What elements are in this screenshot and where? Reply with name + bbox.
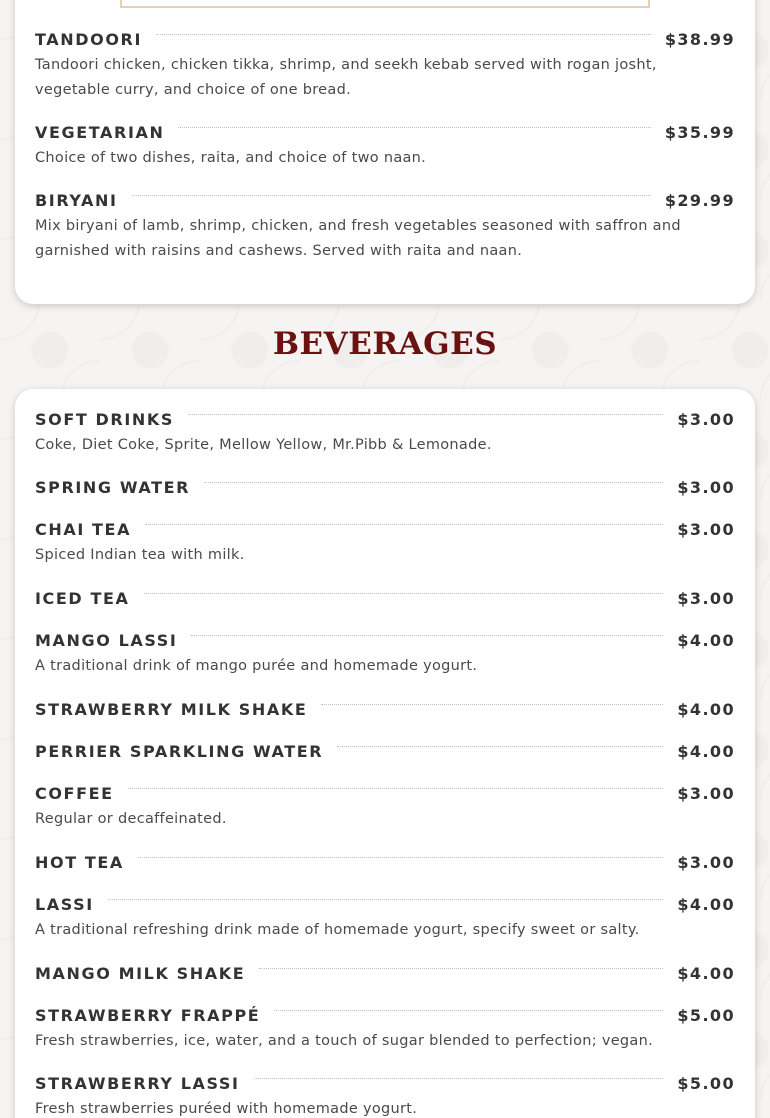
dot-leader bbox=[337, 746, 663, 747]
item-price: $4.00 bbox=[663, 742, 735, 761]
item-name: TANDOORI bbox=[35, 30, 156, 49]
dot-leader bbox=[144, 593, 664, 594]
item-description: A traditional refreshing drink made of homemade yogurt, specify sweet or salty. bbox=[35, 922, 640, 938]
item-name: STRAWBERRY LASSI bbox=[35, 1074, 254, 1093]
item-description: Fresh strawberries, ice, water, and a touch of sugar blended to perfection; vegan. bbox=[35, 1033, 654, 1049]
item-price: $4.00 bbox=[663, 895, 735, 914]
item-name: BIRYANI bbox=[35, 191, 132, 210]
item-price: $35.99 bbox=[651, 123, 735, 142]
item-name: PERRIER SPARKLING WATER bbox=[35, 742, 337, 761]
menu-item-hot-tea bbox=[35, 851, 735, 873]
item-price: $29.99 bbox=[651, 191, 735, 210]
dot-leader bbox=[132, 195, 651, 196]
dot-leader bbox=[204, 482, 663, 483]
item-description: Tandoori chicken, chicken tikka, shrimp, and seekh kebab served with rogan josht, vegetable curry, and choice of one bread. bbox=[35, 57, 657, 98]
item-name: SOFT DRINKS bbox=[35, 410, 188, 429]
dot-leader bbox=[259, 968, 663, 969]
dot-leader bbox=[145, 524, 663, 525]
item-name: STRAWBERRY MILK SHAKE bbox=[35, 700, 321, 719]
menu-item-mango-lassi bbox=[35, 629, 735, 679]
menu-item-chai-tea bbox=[35, 518, 735, 568]
menu-item-biryani bbox=[35, 189, 735, 264]
item-description: Fresh strawberries puréed with homemade yogurt. bbox=[35, 1101, 418, 1117]
menu-item-strawberry-frappe bbox=[35, 1004, 735, 1054]
item-name: COFFEE bbox=[35, 784, 128, 803]
menu-item-strawberry-milk-shake bbox=[35, 698, 735, 720]
dot-leader bbox=[128, 788, 664, 789]
menu-item-iced-tea bbox=[35, 587, 735, 609]
menu-item-vegetarian bbox=[35, 121, 735, 171]
menu-item-coffee bbox=[35, 782, 735, 832]
item-description: Regular or decaffeinated. bbox=[35, 811, 227, 827]
item-price: $38.99 bbox=[651, 30, 735, 49]
item-name: SPRING WATER bbox=[35, 478, 204, 497]
item-price: $3.00 bbox=[663, 589, 735, 608]
item-price: $4.00 bbox=[663, 631, 735, 650]
item-name: STRAWBERRY FRAPPÉ bbox=[35, 1006, 274, 1025]
item-price: $4.00 bbox=[663, 700, 735, 719]
menu-item-spring-water bbox=[35, 476, 735, 498]
dot-leader bbox=[108, 899, 664, 900]
decorative-frame bbox=[120, 0, 650, 8]
section-title-beverages: BEVERAGES bbox=[272, 326, 498, 362]
menu-item-lassi bbox=[35, 893, 735, 943]
item-price: $3.00 bbox=[663, 410, 735, 429]
item-description: Coke, Diet Coke, Sprite, Mellow Yellow, Mr.Pibb & Lemonade. bbox=[35, 437, 492, 453]
item-price: $5.00 bbox=[663, 1006, 735, 1025]
item-price: $3.00 bbox=[663, 784, 735, 803]
menu-item-perrier-sparkling-water bbox=[35, 740, 735, 762]
item-name: VEGETARIAN bbox=[35, 123, 178, 142]
menu-item-mango-milk-shake bbox=[35, 962, 735, 984]
item-price: $3.00 bbox=[663, 520, 735, 539]
item-name: CHAI TEA bbox=[35, 520, 145, 539]
menu-item-tandoori bbox=[35, 28, 735, 103]
menu-item-soft-drinks bbox=[35, 408, 735, 458]
menu-item-strawberry-lassi bbox=[35, 1072, 735, 1118]
item-price: $5.00 bbox=[663, 1074, 735, 1093]
item-price: $3.00 bbox=[663, 478, 735, 497]
item-description: Spiced Indian tea with milk. bbox=[35, 547, 245, 563]
item-name: MANGO MILK SHAKE bbox=[35, 964, 259, 983]
dot-leader bbox=[188, 414, 663, 415]
item-name: LASSI bbox=[35, 895, 108, 914]
item-name: HOT TEA bbox=[35, 853, 138, 872]
dot-leader bbox=[156, 34, 651, 35]
item-name: MANGO LASSI bbox=[35, 631, 191, 650]
item-description: Mix biryani of lamb, shrimp, chicken, and fresh vegetables seasoned with saffron and garnished with raisins and cashews. Served with raita and naan. bbox=[35, 218, 681, 259]
item-price: $4.00 bbox=[663, 964, 735, 983]
dot-leader bbox=[321, 704, 663, 705]
dot-leader bbox=[254, 1078, 664, 1079]
dot-leader bbox=[138, 857, 663, 858]
dot-leader bbox=[191, 635, 663, 636]
dot-leader bbox=[178, 127, 650, 128]
item-name: ICED TEA bbox=[35, 589, 144, 608]
dot-leader bbox=[274, 1010, 663, 1011]
item-description: Choice of two dishes, raita, and choice of two naan. bbox=[35, 150, 427, 166]
item-price: $3.00 bbox=[663, 853, 735, 872]
item-description: A traditional drink of mango purée and homemade yogurt. bbox=[35, 658, 478, 674]
